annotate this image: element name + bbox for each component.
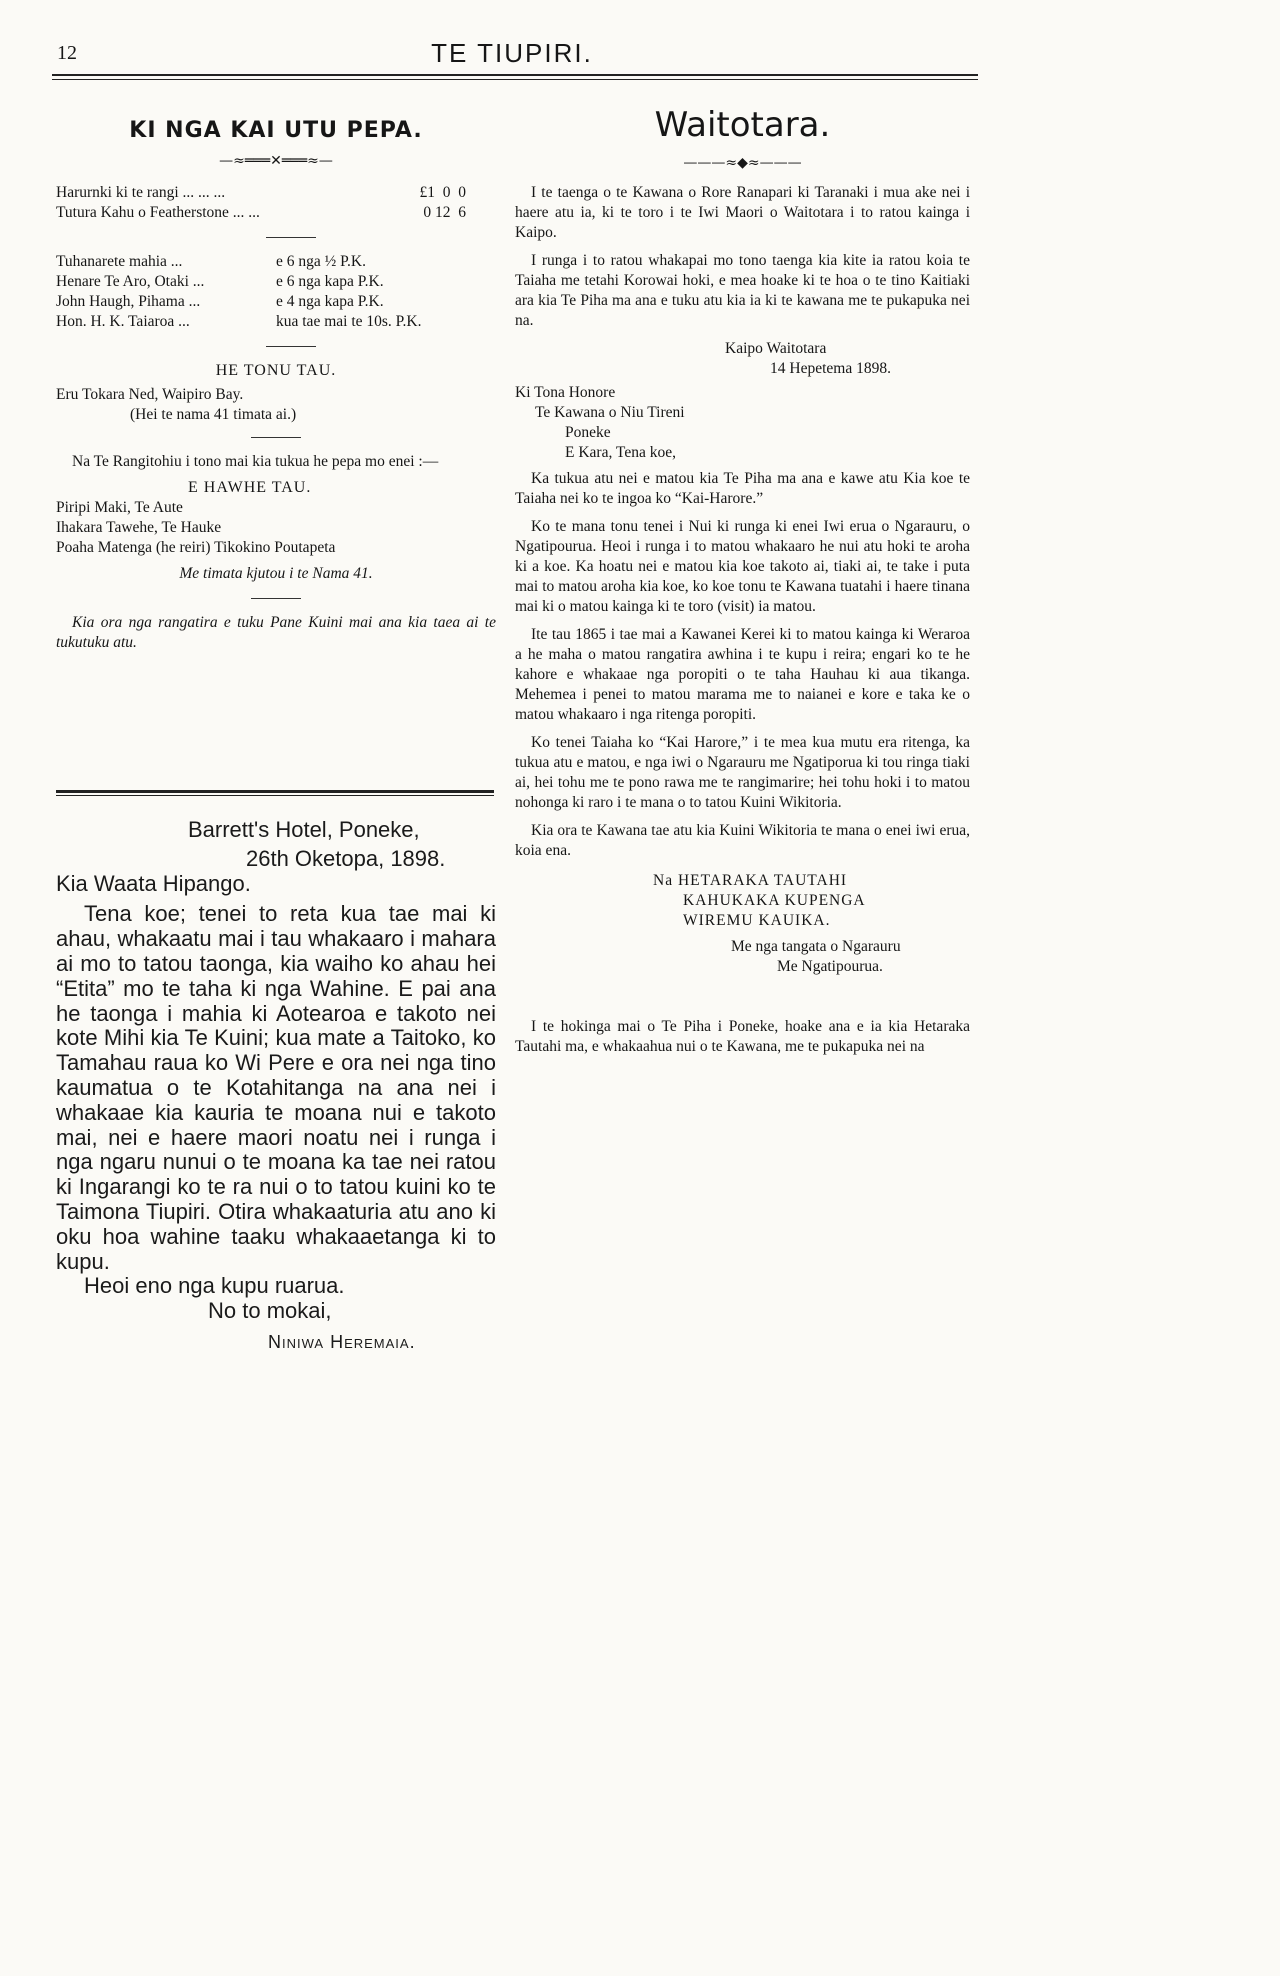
hawhe-line: Ihakara Tawehe, Te Hauke [56,519,222,536]
article-paragraph: I runga i to ratou whakapai mo tono taenga kia kite ia ratou koia te Taiaha me tetahi Korowai hoki, e mea hoake ki te hoa o te tino Kaitiaki ara kia Te Piha ma ana e tuku atu kia ia ki te kawana me te pukapuka nei na. [515,252,970,329]
subscriber-name: John Haugh, Pihama ... [56,293,201,310]
article-paragraph: I te taenga o te Kawana o Rore Ranapari ki Taranaki i mua ake nei i haere atu ia, ki te toro i te Iwi Maori o Waitotara i to ratou kainga i Kaipo. [515,184,970,241]
subscription-row [56,312,496,332]
divider [266,346,316,347]
letter-closing: Heoi eno nga kupu ruarua. [84,1273,345,1299]
payment-amount: 0 12 6 [423,204,466,221]
greeting: E Kara, Tena koe, [565,444,676,461]
subscriptions-list [56,252,496,332]
page-number: 12 [57,42,77,64]
right-heading: Waitotara. [654,105,831,145]
letter [56,818,496,1355]
letter-signature: Niniwa Heremaia. [268,1331,416,1352]
letter-salutation: Kia Waata Hipango. [56,870,251,896]
page-title: TE TIUPIRI. [431,38,593,68]
hawhe-line: Piripi Maki, Te Aute [56,499,183,516]
subscriber-terms: kua tae mai te 10s. P.K. [276,313,422,330]
kia-ora-note: Kia ora nga rangatira e tuku Pane Kuini mai ana kia taea ai te tukutuku atu. [56,614,496,651]
letter-place: Kaipo Waitotara [725,340,827,357]
address-line: Ki Tona Honore [515,384,616,401]
article-paragraph: Ko tenei Taiaha ko “Kai Harore,” i te mea kua mutu era ritenga, ka tukua atu e matou, e nga iwi o Ngarauru me Ngatiporua ki tou ringa tiaki ai, hei tohu me te pono rawa me te rangimarire; hei tohu hoki i to matou nohonga ki raro i te mana o to tatou Kuini Wikitoria. [515,734,970,811]
subscription-row [56,292,496,312]
ornament-divider: —≈═══✕═══≈— [219,153,333,169]
payment-name: Harurnki ki te rangi ... ... ... [56,184,226,201]
address-line: Te Kawana o Niu Tireni [535,404,685,421]
ornament-divider: ———≈◆≈——— [683,155,802,171]
letter-address: Barrett's Hotel, Poneke, [188,817,420,842]
article-paragraph: Ite tau 1865 i tae mai a Kawanei Kerei ki to matou kainga ki Weraroa a he maha o matou rangatira awhina i te kupu i reira; engari ko te he kahore e whakaae nga poropiti o te taha Hauhau ki aua tikanga. Mehemea i penei to matou marama me to naianei e kore e taka ke o matou whakaaro i nga ritenga poropiti. [515,626,970,723]
divider [251,437,301,438]
subscription-row [56,272,496,292]
payment-row [56,183,496,203]
subscription-row [56,252,496,272]
tonu-line: (Hei te nama 41 timata ai.) [130,406,297,423]
article-paragraph: Kia ora te Kawana tae atu kia Kuini Wikitoria te mana o enei iwi erua, koia ena. [515,822,970,859]
signer-note: Me Ngatipourua. [777,958,883,975]
right-article [515,105,970,1065]
payment-name: Tutura Kahu o Featherstone ... ... [56,204,260,221]
signer: WIREMU KAUIKA. [683,912,831,929]
section-rule [56,790,494,796]
subscriber-terms: e 6 nga kapa P.K. [276,273,384,290]
letter-date: 26th Oketopa, 1898. [246,845,446,871]
subscriber-name: Tuhanarete mahia ... [56,253,183,270]
letter-body: Tena koe; tenei to reta kua tae mai ki ahau, whakaatu mai i tau whakaaro i mahara ai mo to tatou taonga, kia waiho ko ahau hei “Etita” mo te taha ki nga Wahine. E pai ana he taonga i mahia ki Aotearoa e takoto nei kote Mihi kia Te Kuini; kua mate a Taitoko, ko Tamahau raua ko Wi Pere e ora nei nga tino kaumatua o te Kotahitanga na ana nei i whakaae kia kauria te moana nui e takoto mai, nei e haere maori noatu nei i runga i nga ngaru nunui o te moana ka tae nei ratou ki Ingarangi ko te ra nui o to tatou kuini ko te Taimona Tiupiri. Otira whakaaturia atu ano ki oku hoa wahine taaku whakaaetanga ki to kupu. [56,901,496,1274]
tonu-heading: HE TONU TAU. [215,362,337,379]
article-paragraph: Ko te mana tonu tenei i Nui ki runga ki enei Iwi erua o Ngarauru, o Ngatipourua. Heoi i runga i to matou whakaaro he nui atu hoki te aroha ki a koe. Ka hoatu nei e matou kia koe takoto ai, tiaki ai, te take i puta mai to matou aroha kia koe, ko koe tonu te Kawana tuatahi i haere tinana mai ki o matou kainga ki te toro (visit) ia matou. [515,518,970,615]
payment-amount: £1 0 0 [419,184,466,201]
divider [266,237,316,238]
letter-date: 14 Hepetema 1898. [770,360,891,377]
left-notices [56,118,496,653]
address-line: Poneke [565,424,611,441]
article-paragraph: I te hokinga mai o Te Piha i Poneke, hoake ana e ia kia Hetaraka Tautahi ma, e whakaahua nui o te Kawana, me te pukapuka nei na [515,1018,970,1055]
signer: Na HETARAKA TAUTAHI [653,872,848,889]
subscriber-name: Henare Te Aro, Otaki ... [56,273,205,290]
payments-list [56,183,496,223]
subscriber-terms: e 4 nga kapa P.K. [276,293,384,310]
letter-closing: No to mokai, [208,1298,332,1324]
subscriber-terms: e 6 nga ½ P.K. [276,253,366,270]
hawhe-line: Poaha Matenga (he reiri) Tikokino Poutapeta [56,539,336,556]
header-rule [52,74,978,80]
payment-row [56,203,496,223]
divider [251,598,301,599]
signer-note: Me nga tangata o Ngarauru [731,938,901,955]
article-paragraph: Ka tukua atu nei e matou kia Te Piha ma ana e kawe atu Kia koe te Taiaha nei ko te ingoa ko “Kai-Harore.” [515,470,970,507]
rangitohiu-text: Na Te Rangitohiu i tono mai kia tukua he pepa mo enei :— [72,453,439,470]
tonu-line: Eru Tokara Ned, Waipiro Bay. [56,386,244,403]
me-timata: Me timata kjutou i te Nama 41. [179,565,373,582]
subscriber-name: Hon. H. K. Taiaroa ... [56,313,190,330]
signer: KAHUKAKA KUPENGA [683,892,866,909]
left-heading: KI NGA KAI UTU PEPA. [129,118,423,143]
hawhe-heading: E HAWHE TAU. [188,479,312,496]
